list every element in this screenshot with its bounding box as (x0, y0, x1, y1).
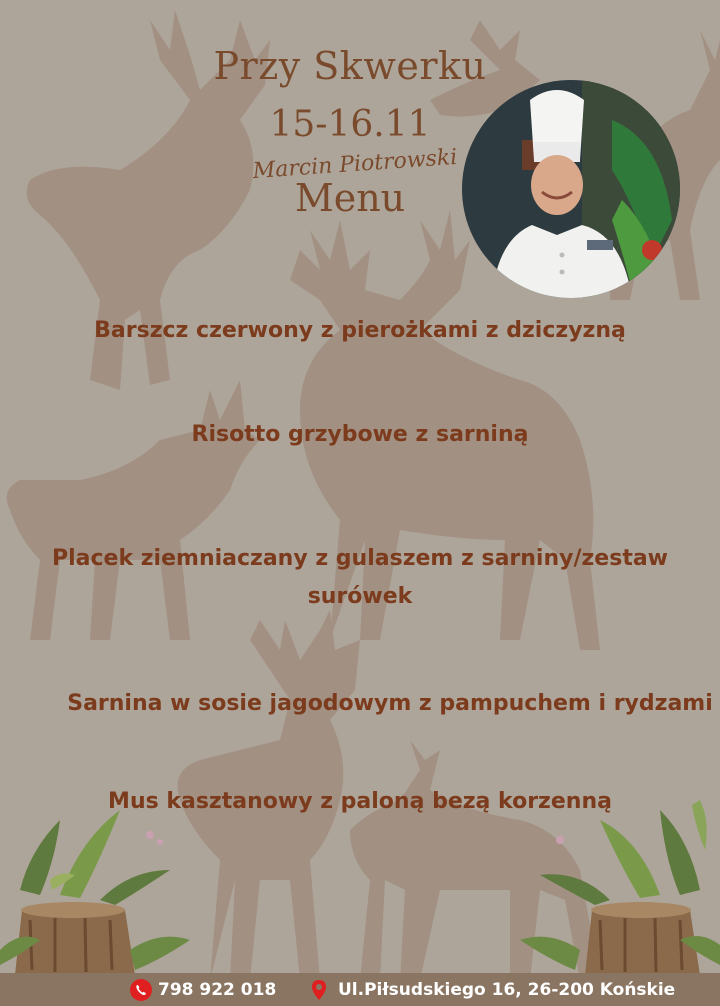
address-text: Ul.Piłsudskiego 16, 26-200 Końskie (338, 980, 676, 1000)
dish-3-text-line-1: Placek ziemniaczany z gulaszem z sarniny/zestaw (51, 546, 669, 571)
dish-4-text: Sarnina w sosie jagodowym z pampuchem i rydzami (67, 691, 713, 716)
dish-1 (40, 312, 680, 350)
dish-1-text: Barszcz czerwony z pierożkami z dziczyzną (94, 318, 626, 343)
address-contact[interactable] (310, 976, 675, 1004)
event-date: 15-16.11 (269, 104, 431, 145)
menu-heading: Menu (294, 176, 406, 220)
dish-4 (60, 685, 720, 723)
restaurant-title: Przy Skwerku (213, 44, 487, 88)
dish-5-text: Mus kasztanowy z paloną bezą korzenną (108, 789, 612, 814)
phone-contact[interactable] (130, 976, 276, 1004)
location-pin-icon (310, 979, 332, 1001)
dish-2 (40, 416, 680, 454)
phone-number: 798 922 018 (158, 980, 277, 1000)
dish-2-text: Risotto grzybowe z sarniną (191, 422, 529, 447)
phone-icon (130, 979, 152, 1001)
plant-decoration (0, 780, 720, 980)
chef-signature: Marcin Piotrowski (251, 144, 459, 185)
chef-photo (462, 80, 680, 298)
dish-3-text-line-2: surówek (307, 584, 413, 609)
dish-3 (40, 540, 680, 616)
